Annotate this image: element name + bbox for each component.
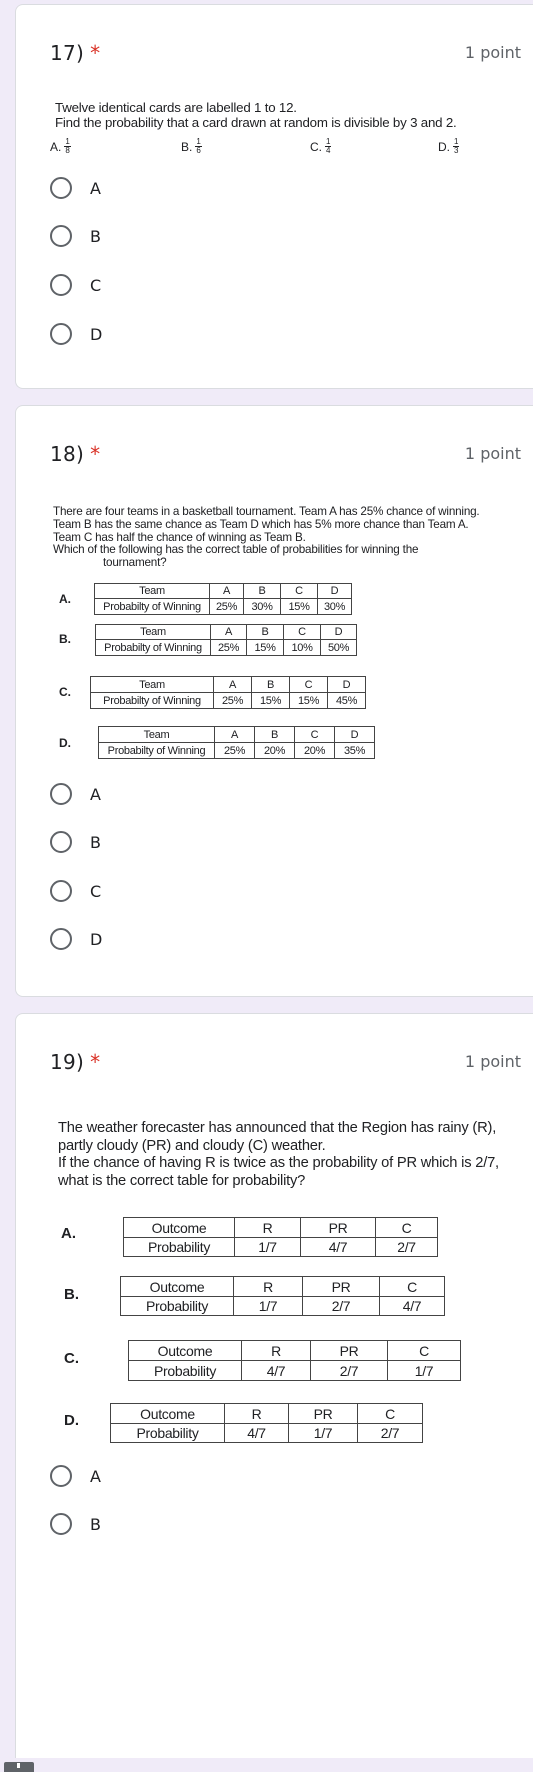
table-cell: 25% — [210, 599, 244, 615]
table-header-row — [91, 677, 366, 693]
table-cell: 4/7 — [380, 1297, 445, 1316]
choice-17-a: A. $\frac{1}{8}$ — [50, 137, 70, 155]
question-text-18: There are four teams in a basketball tournament. Team A has 25% chance of winning. Team B has the same chance as Team D which has 5% more chance than Team A. Team C has half the chance of winning as Team B. Which of the following has the correct table of probabilities for winning the tournament? — [53, 505, 480, 570]
table-cell: 2/7 — [358, 1424, 423, 1443]
table-header-row — [124, 1218, 438, 1238]
report-flag-icon[interactable] — [4, 1762, 34, 1772]
table-cell: 50% — [321, 640, 357, 656]
table-cell: 15% — [290, 693, 328, 709]
table-cell: Probability — [129, 1361, 242, 1381]
table-cell: Outcome — [111, 1404, 225, 1424]
table-cell: 1/7 — [235, 1238, 301, 1257]
table-header-row — [95, 584, 352, 599]
option-17-b[interactable]: B — [50, 225, 101, 247]
table-cell: A — [210, 584, 244, 599]
option-18-c[interactable]: C — [50, 880, 101, 902]
radio-button[interactable] — [50, 928, 72, 950]
table-cell: D — [318, 584, 352, 599]
option-19-a[interactable]: A — [50, 1465, 101, 1487]
choice-17-d: D. $\frac{1}{3}$ — [438, 137, 459, 155]
question-number-18: 18) * — [50, 442, 101, 466]
table-cell: Probability — [111, 1424, 225, 1443]
table-cell: C — [380, 1277, 445, 1297]
table-cell: B — [252, 677, 290, 693]
choice-17-c: C. $\frac{1}{4}$ — [310, 137, 331, 155]
radio-button[interactable] — [50, 880, 72, 902]
table-cell: A — [215, 727, 255, 743]
table-cell: C — [284, 625, 321, 640]
table-row — [95, 599, 352, 615]
table-cell: 2/7 — [376, 1238, 438, 1257]
option-17-a[interactable]: A — [50, 177, 101, 199]
table-cell: A — [211, 625, 247, 640]
question-points-18: 1 point — [464, 444, 521, 463]
radio-button[interactable] — [50, 225, 72, 247]
question-text-17: Twelve identical cards are labelled 1 to 12. Find the probability that a card drawn at random is divisible by 3 and 2. — [55, 100, 457, 130]
table-cell: R — [242, 1341, 311, 1361]
table-row — [121, 1297, 445, 1316]
table-cell: 4/7 — [301, 1238, 376, 1257]
table-cell: D — [321, 625, 357, 640]
table-cell: 25% — [215, 743, 255, 759]
table-row — [124, 1238, 438, 1257]
radio-button[interactable] — [50, 177, 72, 199]
table-row — [91, 693, 366, 709]
table-cell: 45% — [328, 693, 366, 709]
table-cell: 2/7 — [303, 1297, 380, 1316]
table-cell: C — [281, 584, 318, 599]
table-cell: D — [335, 727, 375, 743]
table-cell: 2/7 — [311, 1361, 388, 1381]
table-cell: R — [235, 1218, 301, 1238]
option-18-b[interactable]: B — [50, 831, 101, 853]
table-header-row — [129, 1341, 461, 1361]
table-cell: Probabilty of Winning — [99, 743, 215, 759]
option-18-a[interactable]: A — [50, 783, 101, 805]
probability-table-18-b — [95, 624, 357, 656]
table-cell: 15% — [281, 599, 318, 615]
table-cell: Team — [91, 677, 214, 693]
probability-table-19-c — [128, 1340, 461, 1381]
radio-button[interactable] — [50, 323, 72, 345]
table-header-row — [99, 727, 375, 743]
radio-button[interactable] — [50, 274, 72, 296]
table-cell: 4/7 — [242, 1361, 311, 1381]
required-asterisk: * — [90, 41, 101, 65]
table-cell: C — [388, 1341, 461, 1361]
table-row — [96, 640, 357, 656]
table-cell: 20% — [295, 743, 335, 759]
question-card-18 — [15, 405, 533, 997]
table-label-19-a: A. — [61, 1225, 76, 1242]
table-label-19-b: B. — [64, 1286, 79, 1303]
table-cell: 30% — [318, 599, 352, 615]
probability-table-18-c — [90, 676, 366, 709]
table-cell: Probabilty of Winning — [96, 640, 211, 656]
required-asterisk: * — [90, 442, 101, 466]
table-cell: 25% — [211, 640, 247, 656]
probability-table-19-d — [110, 1403, 423, 1443]
table-cell: Probabilty of Winning — [95, 599, 210, 615]
table-cell: R — [234, 1277, 303, 1297]
radio-button[interactable] — [50, 1513, 72, 1535]
table-cell: A — [214, 677, 252, 693]
choice-17-b: B. $\frac{1}{6}$ — [181, 137, 201, 155]
radio-button[interactable] — [50, 783, 72, 805]
table-cell: 35% — [335, 743, 375, 759]
option-19-b[interactable]: B — [50, 1513, 101, 1535]
table-cell: 4/7 — [225, 1424, 289, 1443]
option-17-c[interactable]: C — [50, 274, 101, 296]
probability-table-18-a — [94, 583, 352, 615]
question-points-19: 1 point — [464, 1052, 521, 1071]
option-18-d[interactable]: D — [50, 928, 102, 950]
table-cell: Outcome — [121, 1277, 234, 1297]
question-number-17: 17) * — [50, 41, 101, 65]
table-cell: 20% — [255, 743, 295, 759]
table-cell: 15% — [247, 640, 284, 656]
table-cell: Team — [95, 584, 210, 599]
table-label-18-a: A. — [59, 592, 71, 606]
table-header-row — [121, 1277, 445, 1297]
table-cell: R — [225, 1404, 289, 1424]
table-cell: D — [328, 677, 366, 693]
table-cell: PR — [301, 1218, 376, 1238]
table-cell: B — [244, 584, 281, 599]
table-cell: Outcome — [129, 1341, 242, 1361]
bottom-strip — [0, 1758, 533, 1772]
table-row — [111, 1424, 423, 1443]
table-cell: PR — [311, 1341, 388, 1361]
question-points-17: 1 point — [464, 43, 521, 62]
table-cell: B — [247, 625, 284, 640]
table-cell: 1/7 — [289, 1424, 358, 1443]
probability-table-18-d — [98, 726, 375, 759]
question-text-19: The weather forecaster has announced that the Region has rainy (R), partly cloudy (PR) and cloudy (C) weather. If the chance of having R is twice as the probability of PR which is 2/7, what is the correct table for probability? — [58, 1120, 499, 1189]
probability-table-19-b — [120, 1276, 445, 1316]
required-asterisk: * — [90, 1050, 101, 1074]
table-label-18-c: C. — [59, 685, 71, 699]
table-cell: 15% — [252, 693, 290, 709]
table-label-18-b: B. — [59, 632, 71, 646]
table-cell: 10% — [284, 640, 321, 656]
radio-button[interactable] — [50, 831, 72, 853]
question-number-19: 19) * — [50, 1050, 101, 1074]
table-cell: PR — [289, 1404, 358, 1424]
table-label-19-d: D. — [64, 1412, 79, 1429]
table-label-19-c: C. — [64, 1350, 79, 1367]
table-cell: C — [376, 1218, 438, 1238]
probability-table-19-a — [123, 1217, 438, 1257]
table-cell: C — [358, 1404, 423, 1424]
question-card-17 — [15, 4, 533, 389]
table-cell: C — [290, 677, 328, 693]
table-header-row — [96, 625, 357, 640]
table-header-row — [111, 1404, 423, 1424]
table-cell: 1/7 — [234, 1297, 303, 1316]
question-card-19 — [15, 1013, 533, 1772]
table-row — [99, 743, 375, 759]
table-label-18-d: D. — [59, 736, 71, 750]
table-row — [129, 1361, 461, 1381]
radio-button[interactable] — [50, 1465, 72, 1487]
table-cell: Team — [99, 727, 215, 743]
table-cell: 1/7 — [388, 1361, 461, 1381]
table-cell: Probability — [124, 1238, 235, 1257]
table-cell: 25% — [214, 693, 252, 709]
table-cell: C — [295, 727, 335, 743]
table-cell: Probability — [121, 1297, 234, 1316]
table-cell: Outcome — [124, 1218, 235, 1238]
table-cell: PR — [303, 1277, 380, 1297]
option-17-d[interactable]: D — [50, 323, 102, 345]
table-cell: B — [255, 727, 295, 743]
table-cell: Probabilty of Winning — [91, 693, 214, 709]
table-cell: Team — [96, 625, 211, 640]
table-cell: 30% — [244, 599, 281, 615]
